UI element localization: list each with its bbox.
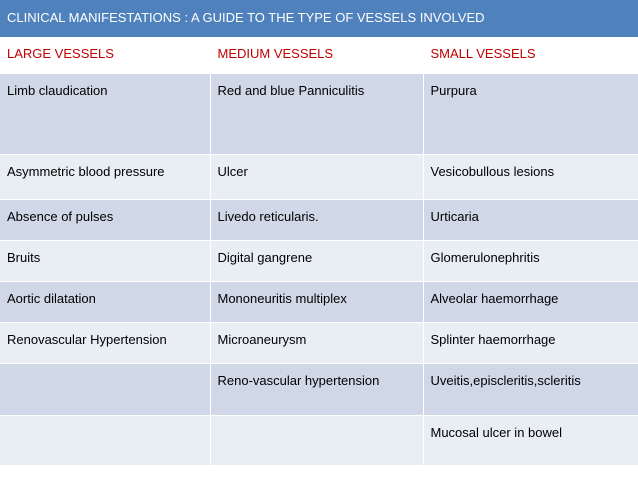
cell-large: Bruits xyxy=(0,240,210,281)
cell-medium: Reno-vascular hypertension xyxy=(210,363,423,415)
cell-medium xyxy=(210,415,423,465)
table-title-row xyxy=(0,0,638,37)
cell-medium: Ulcer xyxy=(210,154,423,199)
table-row xyxy=(0,415,638,465)
table-row xyxy=(0,154,638,199)
table-header-row xyxy=(0,37,638,73)
cell-large: Renovascular Hypertension xyxy=(0,322,210,363)
cell-small: Vesicobullous lesions xyxy=(423,154,638,199)
cell-small: Urticaria xyxy=(423,199,638,240)
cell-large: Asymmetric blood pressure xyxy=(0,154,210,199)
cell-small: Purpura xyxy=(423,73,638,154)
table-title: CLINICAL MANIFESTATIONS : A GUIDE TO THE TYPE OF VESSELS INVOLVED xyxy=(0,0,638,37)
table-row xyxy=(0,281,638,322)
cell-large xyxy=(0,415,210,465)
table-row xyxy=(0,363,638,415)
cell-small: Splinter haemorrhage xyxy=(423,322,638,363)
table-row xyxy=(0,199,638,240)
header-medium-vessels: MEDIUM VESSELS xyxy=(210,37,423,73)
table-row xyxy=(0,240,638,281)
cell-small: Glomerulonephritis xyxy=(423,240,638,281)
cell-medium: Livedo reticularis. xyxy=(210,199,423,240)
header-large-vessels: LARGE VESSELS xyxy=(0,37,210,73)
cell-large: Limb claudication xyxy=(0,73,210,154)
cell-large xyxy=(0,363,210,415)
cell-medium: Mononeuritis multiplex xyxy=(210,281,423,322)
table-row xyxy=(0,322,638,363)
header-small-vessels: SMALL VESSELS xyxy=(423,37,638,73)
cell-small: Alveolar haemorrhage xyxy=(423,281,638,322)
cell-medium: Microaneurysm xyxy=(210,322,423,363)
cell-small: Uveitis,episcleritis,scleritis xyxy=(423,363,638,415)
cell-large: Absence of pulses xyxy=(0,199,210,240)
cell-medium: Digital gangrene xyxy=(210,240,423,281)
cell-large: Aortic dilatation xyxy=(0,281,210,322)
table-row xyxy=(0,73,638,154)
cell-medium: Red and blue Panniculitis xyxy=(210,73,423,154)
cell-small: Mucosal ulcer in bowel xyxy=(423,415,638,465)
